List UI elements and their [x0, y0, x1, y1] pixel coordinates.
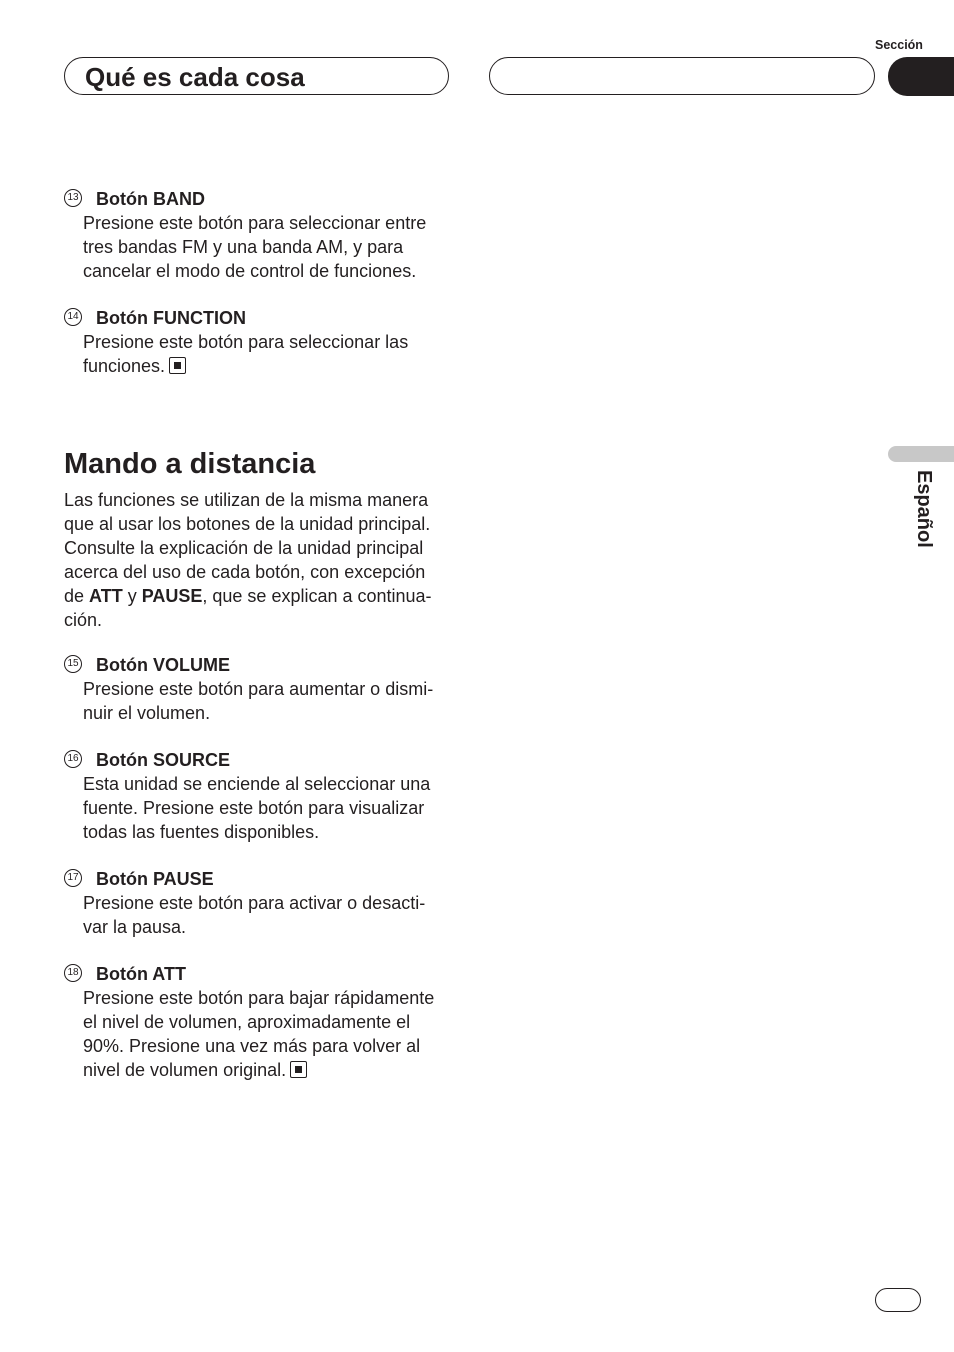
body-line: 90%. Presione una vez más para volver al: [83, 1036, 421, 1056]
body-line: el nivel de volumen, aproximadamente el: [83, 1012, 411, 1032]
item-head: [64, 962, 454, 986]
item-head: [64, 653, 454, 677]
body-line-text: nivel de volumen original.: [83, 1060, 287, 1080]
language-tab: [888, 446, 954, 462]
body-line: fuente. Presione este botón para visualizar: [83, 798, 425, 818]
intro-line: Las funciones se utilizan de la misma manera: [64, 490, 429, 510]
body-line: var la pausa.: [83, 917, 187, 937]
item-body: [83, 891, 454, 939]
item-title: Botón PAUSE: [96, 869, 214, 889]
body-line: Esta unidad se enciende al seleccionar una: [83, 774, 431, 794]
item-source: [64, 748, 454, 844]
body-line: Presione este botón para seleccionar las: [83, 332, 409, 352]
item-number: 13: [64, 189, 82, 207]
body-line: nuir el volumen.: [83, 703, 211, 723]
item-number: 17: [64, 869, 82, 887]
item-number: 16: [64, 750, 82, 768]
intro-text: y: [122, 586, 142, 606]
item-number: 18: [64, 964, 82, 982]
intro-paragraph: [64, 488, 464, 632]
section-heading: Mando a distancia: [64, 448, 316, 480]
intro-line: ción.: [64, 610, 103, 630]
item-head: [64, 187, 454, 211]
body-line-text: funciones.: [83, 356, 166, 376]
body-line-last: [83, 1058, 454, 1082]
page-number-pill: [875, 1288, 921, 1312]
item-body: [83, 986, 454, 1082]
intro-line: acerca del uso de cada botón, con excepción: [64, 562, 426, 582]
title-box: [64, 57, 449, 95]
end-mark-icon: [169, 357, 186, 374]
end-mark-icon: [290, 1061, 307, 1078]
body-line: Presione este botón para seleccionar entre: [83, 213, 427, 233]
item-body: [83, 330, 454, 378]
body-line: tres bandas FM y una banda AM, y para: [83, 237, 404, 257]
body-line: todas las fuentes disponibles.: [83, 822, 320, 842]
item-body: [83, 677, 454, 725]
item-number: 14: [64, 308, 82, 326]
item-body: [83, 772, 454, 844]
page-title: Qué es cada cosa: [85, 62, 305, 92]
section-label: Sección: [875, 38, 923, 52]
intro-bold-pause: PAUSE: [141, 586, 203, 606]
body-line: Presione este botón para bajar rápidamente: [83, 988, 435, 1008]
item-pause: [64, 867, 454, 939]
intro-text: de: [64, 586, 90, 606]
item-body: [83, 211, 454, 283]
body-line: Presione este botón para aumentar o dismi-: [83, 679, 434, 699]
item-title: Botón FUNCTION: [96, 308, 246, 328]
intro-line: Consulte la explicación de la unidad principal: [64, 538, 424, 558]
item-number: 15: [64, 655, 82, 673]
item-volume: [64, 653, 454, 725]
item-title: Botón BAND: [96, 189, 205, 209]
section-tab: [888, 57, 954, 96]
intro-line: que al usar los botones de la unidad principal.: [64, 514, 431, 534]
item-title: Botón VOLUME: [96, 655, 230, 675]
item-title: Botón SOURCE: [96, 750, 230, 770]
item-band: [64, 187, 454, 283]
item-att: [64, 962, 454, 1082]
intro-bold-att: ATT: [89, 586, 123, 606]
item-function: [64, 306, 454, 378]
language-label: Español: [913, 470, 935, 548]
title-box-right: [489, 57, 875, 95]
body-line: Presione este botón para activar o desacti-: [83, 893, 426, 913]
intro-text: , que se explican a continua-: [202, 586, 432, 606]
item-title: Botón ATT: [96, 964, 186, 984]
item-head: [64, 306, 454, 330]
item-head: [64, 867, 454, 891]
intro-line: [64, 584, 464, 608]
body-line: cancelar el modo de control de funciones.: [83, 261, 417, 281]
item-head: [64, 748, 454, 772]
body-line-last: [83, 354, 454, 378]
